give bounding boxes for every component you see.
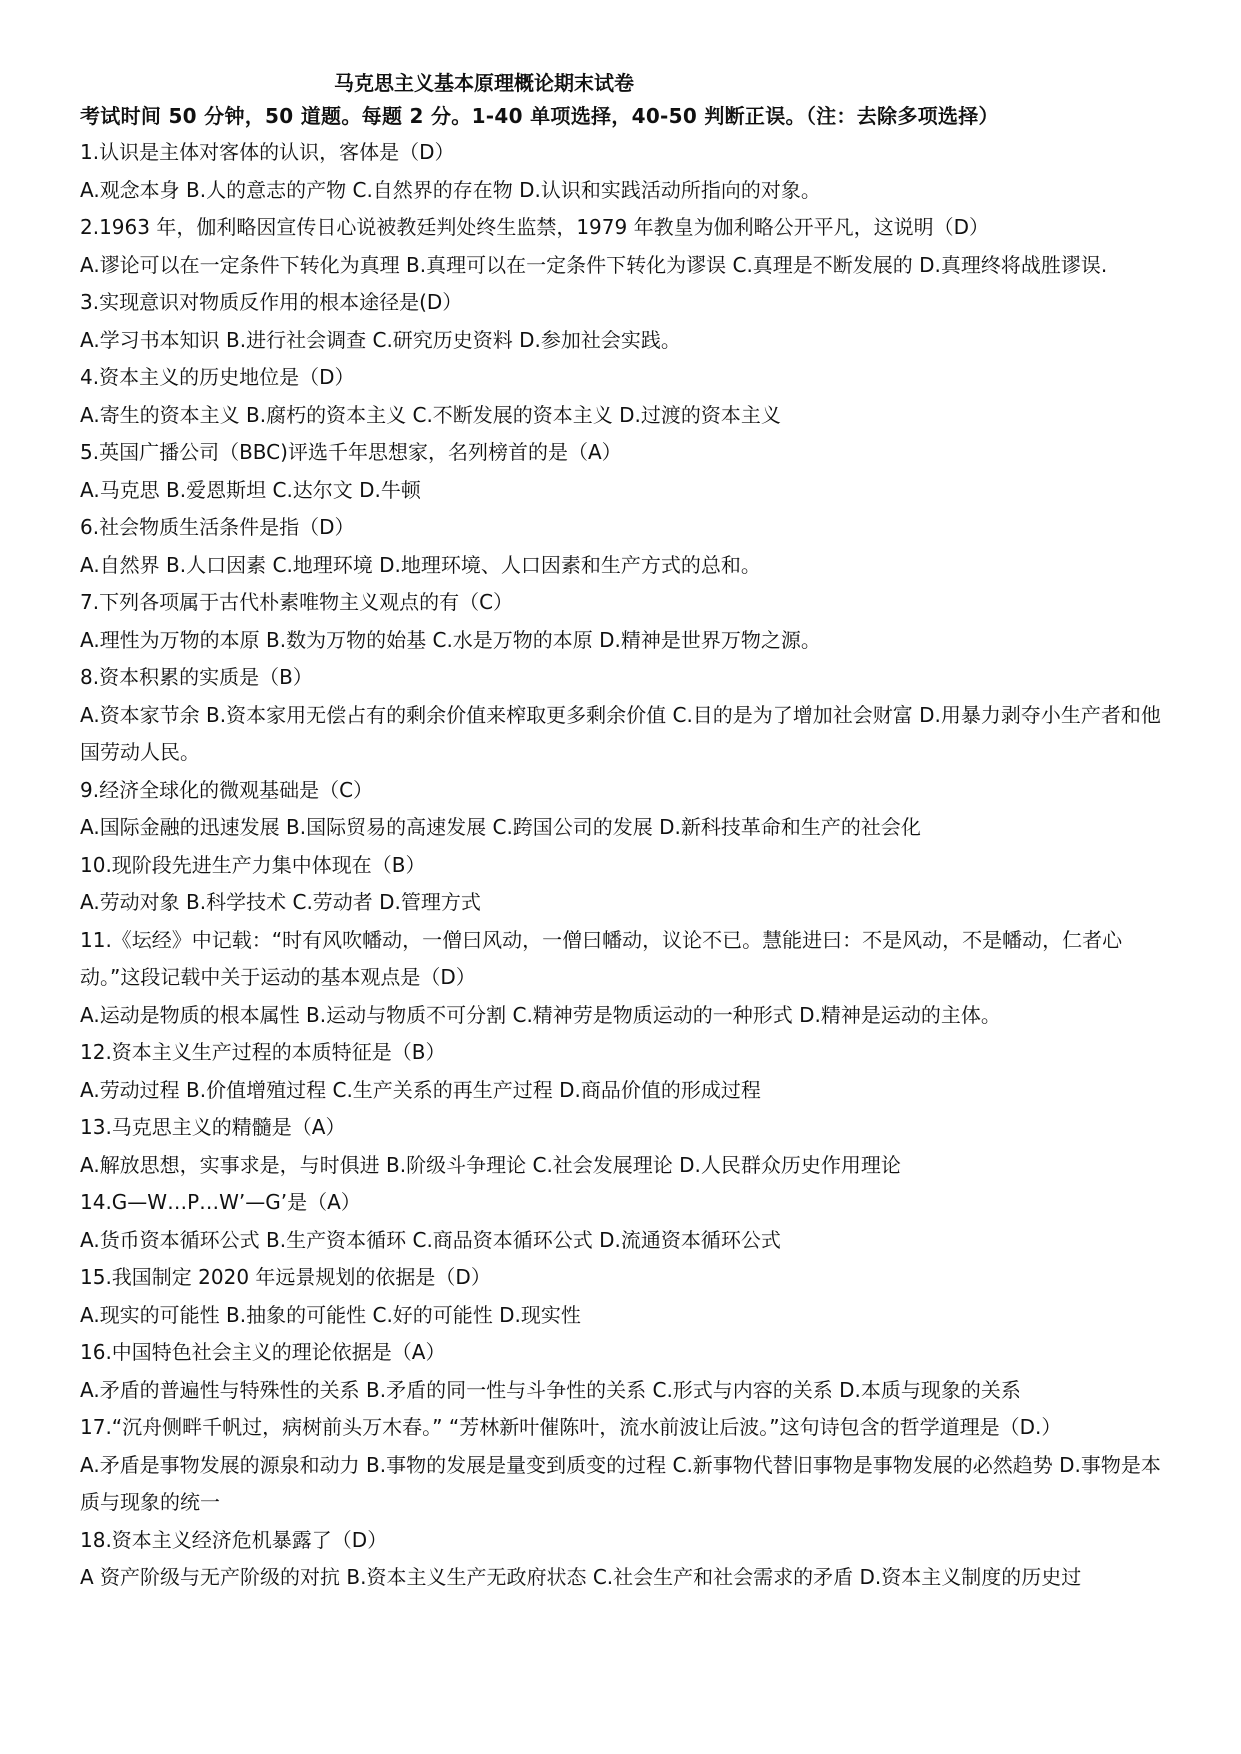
question-options: A.矛盾是事物发展的源泉和动力 B.事物的发展是量变到质变的过程 C.新事物代替旧事物是事物发展的必然趋势 D.事物是本质与现象的统一 xyxy=(80,1452,1161,1514)
question-options: A.解放思想，实事求是，与时俱进 B.阶级斗争理论 C.社会发展理论 D.人民群众历史作用理论 xyxy=(80,1152,901,1177)
question-item xyxy=(80,359,1170,434)
question-list xyxy=(80,134,1170,1597)
question-options: A.劳动过程 B.价值增殖过程 C.生产关系的再生产过程 D.商品价值的形成过程 xyxy=(80,1077,761,1102)
question-item xyxy=(80,1409,1170,1522)
question-stem: 16.中国特色社会主义的理论依据是（A） xyxy=(80,1340,446,1364)
question-item xyxy=(80,509,1170,584)
question-stem: 11.《坛经》中记载：“时有风吹幡动，一僧曰风动，一僧曰幡动，议论不已。慧能进曰：不是风动，不是幡动，仁者心动。”这段记载中关于运动的基本观点是（D） xyxy=(80,927,1123,989)
question-options: A.资本家节余 B.资本家用无偿占有的剩余价值来榨取更多剩余价值 C.目的是为了增加社会财富 D.用暴力剥夺小生产者和他国劳动人民。 xyxy=(80,702,1161,764)
question-stem: 7.下列各项属于古代朴素唯物主义观点的有（C） xyxy=(80,590,514,614)
exam-title: 马克思主义基本原理概论期末试卷 xyxy=(334,71,634,95)
question-stem: 12.资本主义生产过程的本质特征是（B） xyxy=(80,1040,446,1064)
question-item xyxy=(80,1109,1170,1184)
question-options: A.理性为万物的本原 B.数为万物的始基 C.水是万物的本原 D.精神是世界万物之源。 xyxy=(80,627,821,652)
question-options: A 资产阶级与无产阶级的对抗 B.资本主义生产无政府状态 C.社会生产和社会需求的矛盾 D.资本主义制度的历史过 xyxy=(80,1565,1082,1589)
question-stem: 2.1963 年，伽利略因宣传日心说被教廷判处终生监禁，1979 年教皇为伽利略公开平凡，这说明（D） xyxy=(80,215,989,239)
question-item xyxy=(80,209,1170,284)
question-stem: 18.资本主义经济危机暴露了（D） xyxy=(80,1527,388,1552)
question-options: A.马克思 B.爱恩斯坦 C.达尔文 D.牛顿 xyxy=(80,477,421,502)
question-stem: 4.资本主义的历史地位是（D） xyxy=(80,365,355,389)
question-item xyxy=(80,134,1170,209)
question-stem: 6.社会物质生活条件是指（D） xyxy=(80,515,355,539)
exam-instructions: 考试时间 50 分钟，50 道题。每题 2 分。1-40 单项选择，40-50 判断正误。（注：去除多项选择） xyxy=(80,104,999,128)
question-options: A.寄生的资本主义 B.腐朽的资本主义 C.不断发展的资本主义 D.过渡的资本主义 xyxy=(80,402,781,427)
question-options: A.国际金融的迅速发展 B.国际贸易的高速发展 C.跨国公司的发展 D.新科技革命和生产的社会化 xyxy=(80,815,921,839)
question-options: A.谬论可以在一定条件下转化为真理 B.真理可以在一定条件下转化为谬误 C.真理是不断发展的 D.真理终将战胜谬误. xyxy=(80,252,1108,277)
question-item xyxy=(80,1522,1170,1597)
question-item xyxy=(80,1034,1170,1109)
question-stem: 3.实现意识对物质反作用的根本途径是(D） xyxy=(80,290,463,314)
question-item xyxy=(80,847,1170,922)
question-stem: 9.经济全球化的微观基础是（C） xyxy=(80,777,374,802)
question-item xyxy=(80,284,1170,359)
question-options: A.观念本身 B.人的意志的产物 C.自然界的存在物 D.认识和实践活动所指向的对象。 xyxy=(80,177,821,202)
question-stem: 13.马克思主义的精髓是（A） xyxy=(80,1115,346,1139)
question-options: A.运动是物质的根本属性 B.运动与物质不可分割 C.精神劳是物质运动的一种形式 D.精神是运动的主体。 xyxy=(80,1002,1001,1027)
question-stem: 5.英国广播公司（BBC)评选千年思想家，名列榜首的是（A） xyxy=(80,440,622,464)
exam-page xyxy=(80,68,1170,1597)
question-stem: 15.我国制定 2020 年远景规划的依据是（D） xyxy=(80,1265,491,1289)
question-options: A.矛盾的普遍性与特殊性的关系 B.矛盾的同一性与斗争性的关系 C.形式与内容的关系 D.本质与现象的关系 xyxy=(80,1377,1021,1402)
question-options: A.自然界 B.人口因素 C.地理环境 D.地理环境、人口因素和生产方式的总和。 xyxy=(80,552,761,577)
question-item xyxy=(80,1334,1170,1409)
question-item xyxy=(80,1184,1170,1259)
question-options: A.学习书本知识 B.进行社会调查 C.研究历史资料 D.参加社会实践。 xyxy=(80,327,681,352)
question-stem: 8.资本积累的实质是（B） xyxy=(80,665,313,689)
question-options: A.货币资本循环公式 B.生产资本循环 C.商品资本循环公式 D.流通资本循环公式 xyxy=(80,1227,781,1252)
question-item xyxy=(80,772,1170,847)
question-options: A.现实的可能性 B.抽象的可能性 C.好的可能性 D.现实性 xyxy=(80,1302,581,1327)
question-options: A.劳动对象 B.科学技术 C.劳动者 D.管理方式 xyxy=(80,890,481,914)
question-stem: 14.G—W…P…W’—G’是（A） xyxy=(80,1190,361,1214)
question-item xyxy=(80,1259,1170,1334)
question-item xyxy=(80,434,1170,509)
question-item xyxy=(80,922,1170,1035)
question-item xyxy=(80,584,1170,659)
question-stem: 17.“沉舟侧畔千帆过，病树前头万木春。” “芳林新叶催陈叶，流水前波让后波。”这句诗包含的哲学道理是（D.） xyxy=(80,1415,1062,1439)
question-stem: 10.现阶段先进生产力集中体现在（B） xyxy=(80,852,426,877)
question-item xyxy=(80,659,1170,772)
question-stem: 1.认识是主体对客体的认识，客体是（D） xyxy=(80,140,455,164)
